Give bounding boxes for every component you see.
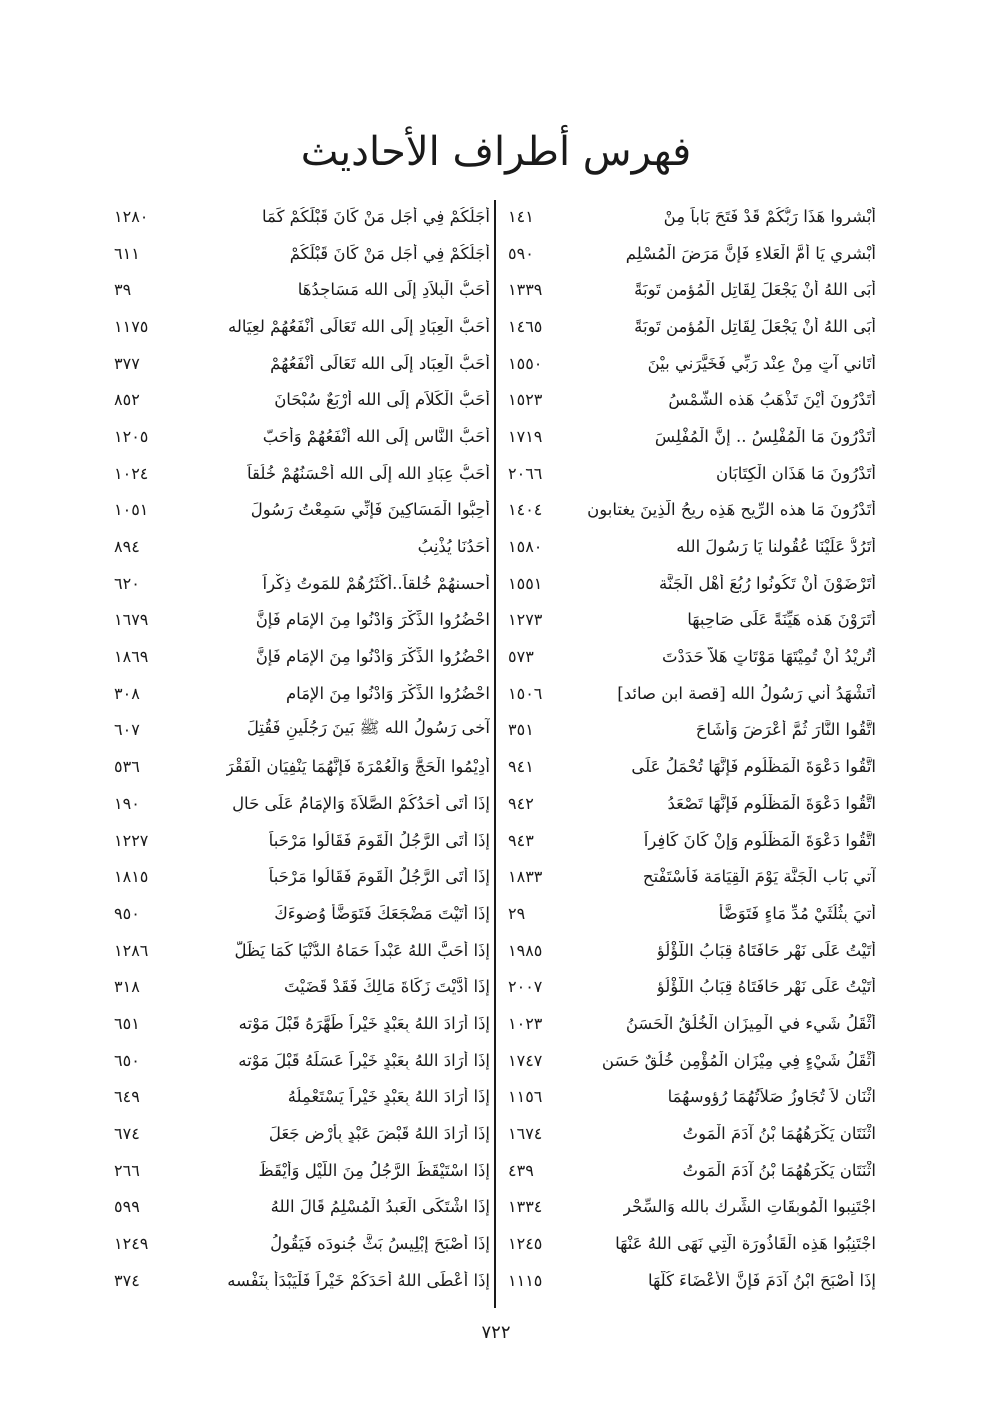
- hadith-incipit: أَتَدْرُونَ مَا هَذَانِ الْكِتَابَانِ: [715, 463, 876, 483]
- index-entry: [114, 932, 490, 969]
- hadith-incipit: أُتيَ بِثُلُثَيْ مُدِّ مَاءٍ فَتَوَضَّأَ: [718, 903, 876, 923]
- hadith-number: ٩٤٣: [508, 830, 534, 850]
- hadith-incipit: اتَّقُوا دَعْوَةَ الْمَظْلُوم فَإِنَّهَا تُحْمَلُ عَلَى: [631, 757, 876, 777]
- index-entry: [114, 381, 490, 418]
- index-entry: [114, 308, 490, 345]
- hadith-incipit: أَثْقَلُ شَيء في الْمِيزَان الْخُلُقُ الْحَسَنُ: [625, 1013, 876, 1033]
- index-entry: [114, 235, 490, 272]
- hadith-number: ٢٠٠٧: [508, 977, 543, 997]
- index-entry: [508, 675, 876, 712]
- hadith-incipit: أَحَدُنَا يُذْنِبُ: [417, 537, 490, 557]
- hadith-number: ١٩٨٥: [508, 940, 543, 960]
- hadith-number: ١١١٥: [508, 1270, 543, 1290]
- hadith-incipit: أَحسنهُمْ خُلقاً..أَكْثَرُهُمْ للمَوتُ ذِكْراً: [262, 573, 490, 593]
- hadith-incipit: إِذَا أَتَيْتَ مَضْجَعَكَ فَتَوَضَّأْ وُضوءَكَ: [274, 903, 490, 923]
- index-entry: [114, 198, 490, 235]
- hadith-incipit: اتَّقُوا دَعْوَةَ الْمَظْلُوم وَإِنْ كَانَ كَافِراً: [643, 830, 876, 850]
- hadith-number: ٢٩: [508, 903, 526, 923]
- index-entry: [508, 271, 876, 308]
- hadith-number: ٥٧٣: [508, 647, 534, 667]
- index-entry: [114, 271, 490, 308]
- hadith-number: ١٥٢٣: [508, 390, 543, 410]
- index-entry: [508, 308, 876, 345]
- hadith-number: ٣٠٨: [114, 683, 140, 703]
- index-entry: [508, 1079, 876, 1116]
- index-entry: [114, 1225, 490, 1262]
- hadith-incipit: إِذَا اسْتَيْقَظَ الرَّجُلُ مِنَ اللَّيْلِ وَأَيْقَظَ: [258, 1160, 490, 1180]
- index-entry: [114, 895, 490, 932]
- index-entry: [114, 565, 490, 602]
- index-column-left: [114, 198, 490, 1299]
- hadith-incipit: احْضُرُوا الذِّكْرَ وَادْنُوا مِنَ الإِمَامِ فَإِنَّ: [255, 647, 490, 667]
- hadith-incipit: أَتَدْرُونَ أَيْنَ تَذْهَبُ هَذه الشَّمْسُ: [668, 390, 876, 410]
- hadith-incipit: أَتَيْتُ عَلَى نَهْرٍ حَافَتَاهُ قِبَابُ اللُّؤْلُؤ: [656, 940, 876, 960]
- index-entry: [114, 748, 490, 785]
- hadith-incipit: إِذَا أَحَبَّ اللهُ عَبْداً حَمَاهُ الدُّنْيَا كَمَا يَظَلُّ: [234, 940, 490, 960]
- index-entry: [114, 1079, 490, 1116]
- index-entry: [114, 492, 490, 529]
- index-entry: [114, 418, 490, 455]
- hadith-number: ١٣٣٩: [508, 280, 543, 300]
- hadith-number: ٦٥١: [114, 1013, 140, 1033]
- index-entry: [114, 638, 490, 675]
- index-entry: [508, 932, 876, 969]
- index-entry: [508, 565, 876, 602]
- index-entry: [508, 1225, 876, 1262]
- hadith-number: ٣٧٤: [114, 1270, 140, 1290]
- hadith-number: ٦٥٠: [114, 1050, 140, 1070]
- hadith-incipit: إِذَا أَتَى الرَّجُلُ الْقَومَ فَقَالُوا مَرْحَباً: [268, 830, 490, 850]
- hadith-number: ١٥٥١: [508, 573, 543, 593]
- hadith-incipit: أَحَبُّ الْكَلاَمِ إِلَى الله أَرْبَعٌ سُبْحَانَ: [274, 390, 490, 410]
- index-entry: [508, 1005, 876, 1042]
- hadith-number: ٩٥٠: [114, 903, 140, 923]
- hadith-incipit: اتَّقُوا دَعْوَةَ الْمَظْلُوم فَإِنَّهَا تَصْعَدُ: [667, 793, 876, 813]
- hadith-number: ٨٩٤: [114, 537, 140, 557]
- index-entry: [114, 785, 490, 822]
- hadith-number: ٢٦٦: [114, 1160, 140, 1180]
- hadith-number: ٥٩٠: [508, 243, 534, 263]
- hadith-incipit: إِذَا أَصْبَحَ ابْنُ آدَمَ فَإِنَّ الأَعْضَاءَ كُلَّهَا: [647, 1270, 876, 1290]
- hadith-incipit: إِذَا أَعْطَى اللهُ أَحَدَكُمْ خَيْراً فَلْيَبْدَأْ بِنَفْسه: [227, 1270, 490, 1290]
- index-entry: [508, 455, 876, 492]
- hadith-incipit: أَتَرُدُّ عَلَيْنَا عُقُولنا يَا رَسُولَ الله: [676, 537, 876, 557]
- hadith-number: ١٠٢٤: [114, 463, 149, 483]
- index-entry: [114, 1152, 490, 1189]
- hadith-incipit: إِذَا اشْتَكَى الْعَبدُ الْمُسْلِمُ قَالَ اللهُ: [270, 1197, 490, 1217]
- hadith-incipit: أَتَاني آتٍ مِنْ عِنْد رَبِّي فَخَيَّرَني بيْنَ: [647, 353, 876, 373]
- hadith-incipit: أَبَى اللهُ أَنْ يَجْعَلَ لِقَاتِلِ الْمُؤمنِ تَوبَةً: [634, 280, 876, 300]
- index-entry: [508, 1115, 876, 1152]
- hadith-incipit: أَدِيْمُوا الْحَجَّ وَالْعُمْرَةَ فَإِنَّهُمَا يَنْفِيَانِ الْفَقْرَ: [225, 757, 490, 777]
- hadith-number: ٩٤٢: [508, 793, 534, 813]
- hadith-number: ١١٥٦: [508, 1087, 543, 1107]
- hadith-incipit: اتَّقُوا النَّارَ ثُمَّ أَعْرَضَ وَأَشَاحَ: [695, 720, 876, 740]
- index-entry: [508, 748, 876, 785]
- index-entry: [114, 1189, 490, 1226]
- hadith-incipit: أَحَبُّ عِبَادِ الله إِلَى الله أَحْسَنُهُمْ خُلُقاً: [247, 463, 490, 483]
- index-entry: [508, 1152, 876, 1189]
- hadith-incipit: اجْتَنِبُوا هَذِه الْقَاذُورَة الَّتِي نَهَى اللهُ عَنْهَا: [615, 1234, 876, 1254]
- index-entry: [508, 712, 876, 749]
- hadith-number: ١٨٣٣: [508, 867, 543, 887]
- hadith-incipit: أَبَى اللهُ أَنْ يَجْعَلَ لِقَاتِلِ الْمُؤمنِ تَوبَةً: [634, 316, 876, 336]
- hadith-incipit: أَتَشْهَدُ أَني رَسُولُ الله [قصة ابن صائد]: [617, 683, 876, 703]
- hadith-incipit: أَتُرِيْدُ أَنْ تُمِيْتَهَا مَوْتَاتٍ هَلاَّ حَدَدْتَ: [662, 647, 876, 667]
- page-number: ٧٢٢: [481, 1322, 511, 1343]
- hadith-incipit: أَتَرْضَوْنَ أَنْ تَكُونُوا رُبُعَ أَهْلِ الْجَنَّة: [659, 573, 876, 593]
- hadith-number: ٣١٨: [114, 977, 140, 997]
- hadith-number: ١٥٨٠: [508, 537, 543, 557]
- hadith-incipit: اجْتَنِبوا الْمُوبِقَاتِ الشِّرك بالله وَالسِّحْر: [622, 1197, 876, 1217]
- index-entry: [508, 638, 876, 675]
- hadith-number: ١٧٤٧: [508, 1050, 543, 1070]
- index-entry: [508, 968, 876, 1005]
- index-entry: [508, 1189, 876, 1226]
- index-entry: [114, 1115, 490, 1152]
- index-entry: [114, 858, 490, 895]
- hadith-number: ١٢٨٦: [114, 940, 149, 960]
- hadith-incipit: أَبْشري يَا أُمَّ الْعَلاءِ فَإِنَّ مَرَضَ الْمُسْلِم: [625, 243, 876, 263]
- hadith-incipit: أَحَبُّ النَّاسِ إِلَى الله أَنْفَعُهُمْ وَأَحَبّ: [262, 426, 490, 446]
- page-title: فهرس أطراف الأحاديث: [300, 129, 692, 175]
- index-entry: [508, 528, 876, 565]
- hadith-number: ١٤١: [508, 206, 534, 226]
- hadith-number: ١٢٧٣: [508, 610, 543, 630]
- index-entry: [508, 235, 876, 272]
- hadith-number: ٦٤٩: [114, 1087, 140, 1107]
- index-entry: [114, 1262, 490, 1299]
- index-entry: [508, 785, 876, 822]
- index-column-right: [508, 198, 876, 1299]
- hadith-incipit: إِذَا أَدَّيْتَ زَكَاةَ مَالِكَ فَقَدْ قَضَيْتَ: [283, 977, 490, 997]
- index-entry: [508, 822, 876, 859]
- hadith-number: ١٧١٩: [508, 426, 543, 446]
- hadith-number: ١٢٢٧: [114, 830, 149, 850]
- hadith-incipit: إِذَا أَتَى الرَّجُلُ الْقَومَ فَقَالُوا مَرْحَباً: [268, 867, 490, 887]
- hadith-number: ١٥٠٦: [508, 683, 543, 703]
- hadith-number: ٦٢٠: [114, 573, 140, 593]
- hadith-incipit: احْضُرُوا الذِّكْرَ وَادْنُوا مِنَ الإِمَامِ فَإِنَّ: [255, 610, 490, 630]
- hadith-incipit: أَجَلُكُمْ فِي أَجَلِ مَنْ كَانَ قَبْلَكُمْ: [289, 243, 490, 263]
- hadith-number: ٣٥١: [508, 720, 534, 740]
- hadith-incipit: أَحِبُّوا الْمَسَاكِينَ فَإِنِّي سَمِعْتُ رَسُولَ: [250, 500, 490, 520]
- index-entry: [114, 968, 490, 1005]
- hadith-incipit: اثْنَتَانِ يَكْرَهُهُمَا بْنُ آدَمَ الْمَوتُ: [682, 1160, 876, 1180]
- hadith-number: ١٢٨٠: [114, 206, 149, 226]
- index-entry: [114, 345, 490, 382]
- hadith-number: ١١٧٥: [114, 316, 149, 336]
- hadith-number: ٤٣٩: [508, 1160, 534, 1180]
- hadith-number: ١٢٤٥: [508, 1234, 543, 1254]
- index-entry: [508, 492, 876, 529]
- hadith-incipit: أَجَلُكُمْ فِي أَجَلِ مَنْ كَانَ قَبْلَكُمْ كَمَا: [262, 206, 490, 226]
- hadith-number: ١٦٧٤: [508, 1124, 543, 1144]
- hadith-number: ١٠٥١: [114, 500, 149, 520]
- hadith-incipit: آتي بَاب الْجَنَّة يَوْمَ الْقِيَامَة فَأَسْتَفْتح: [642, 867, 876, 887]
- hadith-incipit: أَحَبُّ الْعِبَادِ إِلَى الله تَعَالَى أَنْفَعُهُمْ لعِيَاله: [228, 316, 490, 336]
- index-entry: [508, 858, 876, 895]
- hadith-incipit: إِذَا أَرَادَ اللهُ قَبْضَ عَبْدٍ بِأَرْضٍ جَعَلَ: [268, 1124, 490, 1144]
- hadith-incipit: إِذَا أَرَادَ اللهُ بِعَبْدٍ خَيْراً عَسَلَهُ قَبْلَ مَوْته: [238, 1050, 490, 1070]
- hadith-number: ٨٥٢: [114, 390, 140, 410]
- index-entry: [114, 1005, 490, 1042]
- index-entry: [114, 1042, 490, 1079]
- index-entry: [114, 675, 490, 712]
- hadith-incipit: اثْنَتَانِ يَكْرَهُهُمَا بْنُ آدَمَ الْمَوتُ: [682, 1124, 876, 1144]
- hadith-incipit: اثْنَانِ لاَ تُجَاوِزُ صَلاَتُهُمَا رُؤوسهُمَا: [667, 1087, 876, 1107]
- hadith-incipit: إِذَا أَصْبَحَ إِبْلِيسُ بَثَّ جُنودَه فَيَقُولُ: [270, 1234, 490, 1254]
- hadith-number: ٣٧٧: [114, 353, 140, 373]
- hadith-number: ١٤٠٤: [508, 500, 543, 520]
- index-entry: [508, 345, 876, 382]
- index-entry: [508, 418, 876, 455]
- hadith-number: ٥٩٩: [114, 1197, 140, 1217]
- hadith-number: ١٤٦٥: [508, 316, 543, 336]
- index-entry: [114, 712, 490, 749]
- hadith-number: ١٦٧٩: [114, 610, 149, 630]
- index-entry: [508, 602, 876, 639]
- hadith-incipit: إِذَا أَرَادَ اللهُ بِعَبْدٍ خَيْراً طَهَّرَهُ قَبْلَ مَوْته: [238, 1013, 490, 1033]
- hadith-number: ٣٩: [114, 280, 132, 300]
- hadith-incipit: أَبْشروا هَذَا رَبُّكُمْ قَدْ فَتَحَ بَاباً مِنْ: [663, 206, 876, 226]
- hadith-number: ٦٧٤: [114, 1124, 140, 1144]
- hadith-incipit: أَتَدْرُونَ مَا الْمُفْلِسُ .. إِنَّ الْمُفْلِسَ: [654, 426, 876, 446]
- hadith-number: ١٢٠٥: [114, 426, 149, 446]
- hadith-incipit: أَحَبُّ الْبِلاَدِ إِلَى الله مَسَاجِدُهَا: [297, 280, 490, 300]
- hadith-number: ٢٠٦٦: [508, 463, 543, 483]
- hadith-incipit: أَحَبُّ الْعِبَاد إِلَى الله تَعَالَى أَنْفَعُهُمْ: [270, 353, 490, 373]
- hadith-incipit: أَتَدْرُونَ مَا هذه الرِّيح هَذِه رِيحُ الَّذِينَ يغتابون: [587, 500, 876, 520]
- index-entry: [114, 455, 490, 492]
- hadith-number: ١٣٣٤: [508, 1197, 543, 1217]
- hadith-number: ٦١١: [114, 243, 140, 263]
- hadith-incipit: احْضُرُوا الذِّكْرَ وَادْنُوا مِنَ الإِمَامِ: [285, 683, 490, 703]
- index-entry: [508, 895, 876, 932]
- index-entry: [114, 822, 490, 859]
- hadith-number: ١٨٦٩: [114, 647, 149, 667]
- hadith-number: ١٢٤٩: [114, 1234, 149, 1254]
- index-entry: [508, 198, 876, 235]
- column-divider: [494, 200, 496, 1308]
- hadith-number: ٥٣٦: [114, 757, 140, 777]
- hadith-number: ١٨١٥: [114, 867, 149, 887]
- hadith-incipit: أَتَرَوْنَ هَذه هَيِّنَةً عَلَى صَاحِبِهَا: [687, 610, 876, 630]
- hadith-incipit: أَثْقَلُ شَيْءٍ فِي مِيْزَانِ الْمُؤْمِنِ خُلُقٌ حَسَن: [601, 1050, 876, 1070]
- index-entry: [114, 602, 490, 639]
- index-entry: [508, 1042, 876, 1079]
- hadith-incipit: إِذَا أَرَادَ اللهُ بِعَبْدٍ خَيْراً يَسْتَعْمِلُهُ: [287, 1087, 490, 1107]
- hadith-number: ٩٤١: [508, 757, 534, 777]
- index-entry: [508, 1262, 876, 1299]
- hadith-incipit: آخى رَسُولُ الله ﷺ بَينَ رَجُلَينِ فَقُتِلَ: [246, 717, 490, 737]
- index-entry: [508, 381, 876, 418]
- hadith-incipit: إِذَا أَتَى أَحَدُكُمْ الصَّلاَةَ وَالإِمَامُ عَلَى حَالٍ: [232, 793, 490, 813]
- hadith-incipit: أَتَيْتُ عَلَى نَهْرٍ حَافَتَاهُ قِبَابُ اللُّؤْلُؤ: [656, 977, 876, 997]
- hadith-number: ١٠٢٣: [508, 1013, 543, 1033]
- hadith-number: ١٥٥٠: [508, 353, 543, 373]
- hadith-number: ١٩٠: [114, 793, 140, 813]
- hadith-number: ٦٠٧: [114, 720, 140, 740]
- index-entry: [114, 528, 490, 565]
